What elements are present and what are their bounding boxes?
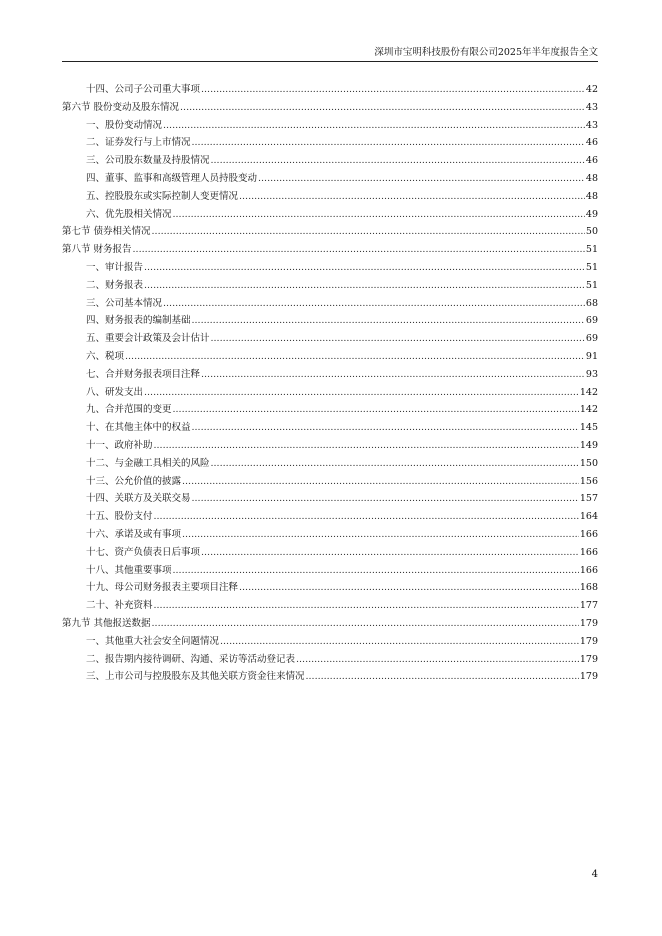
toc-entry-page: 149 xyxy=(579,439,598,451)
toc-entry-title: 十五、股份支付 xyxy=(86,511,153,523)
toc-leader-dots xyxy=(152,615,579,633)
toc-leader-dots xyxy=(173,206,585,224)
toc-entry-page: 69 xyxy=(585,315,598,327)
header-text: 深圳市宝明科技股份有限公司2025年半年度报告全文 xyxy=(374,47,598,58)
toc-section-entry[interactable] xyxy=(62,99,598,117)
toc-entry[interactable] xyxy=(62,562,598,580)
toc-leader-dots xyxy=(154,597,579,615)
toc-entry-page: 179 xyxy=(579,617,598,629)
toc-leader-dots xyxy=(192,490,579,508)
toc-entry[interactable] xyxy=(62,419,598,437)
toc-entry-page: 156 xyxy=(579,475,598,487)
toc-entry-title: 十、在其他主体中的权益 xyxy=(86,422,191,434)
toc-leader-dots xyxy=(133,241,585,259)
toc-entry[interactable] xyxy=(62,206,598,224)
toc-entry-title: 二、财务报表 xyxy=(86,279,144,291)
toc-entry-page: 91 xyxy=(585,350,598,362)
toc-entry[interactable] xyxy=(62,259,598,277)
toc-entry-title: 七、合并财务报表项目注释 xyxy=(86,368,201,380)
toc-entry[interactable] xyxy=(62,134,598,152)
toc-entry-title: 六、优先股相关情况 xyxy=(86,208,172,220)
toc-leader-dots xyxy=(144,277,585,295)
toc-entry-page: 42 xyxy=(585,84,598,95)
toc-entry-page: 164 xyxy=(579,511,598,523)
toc-entry-title: 二十、补充资料 xyxy=(86,600,153,612)
toc-entry-page: 50 xyxy=(585,226,598,238)
toc-entry-page: 46 xyxy=(585,155,598,167)
toc-leader-dots xyxy=(211,330,585,348)
toc-entry[interactable] xyxy=(62,508,598,526)
toc-entry[interactable] xyxy=(62,384,598,402)
toc-leader-dots xyxy=(258,170,585,188)
toc-leader-dots xyxy=(182,473,579,491)
toc-entry-page: 49 xyxy=(585,208,598,220)
toc-entry-title: 二、证券发行与上市情况 xyxy=(86,137,191,149)
toc-entry[interactable] xyxy=(62,277,598,295)
toc-leader-dots xyxy=(125,348,585,366)
toc-entry[interactable] xyxy=(62,437,598,455)
toc-entry[interactable] xyxy=(62,117,598,135)
toc-entry-page: 51 xyxy=(585,261,598,273)
toc-entry[interactable] xyxy=(62,490,598,508)
toc-entry-page: 48 xyxy=(585,172,598,184)
toc-entry[interactable] xyxy=(62,312,598,330)
toc-entry-page: 166 xyxy=(579,564,598,576)
toc-leader-dots xyxy=(201,544,579,562)
toc-entry-page: 51 xyxy=(585,279,598,291)
toc-entry[interactable] xyxy=(62,81,598,99)
toc-leader-dots xyxy=(220,633,579,651)
toc-leader-dots xyxy=(211,152,585,170)
toc-leader-dots xyxy=(296,651,579,669)
toc-entry[interactable] xyxy=(62,526,598,544)
toc-entry-title: 三、公司基本情况 xyxy=(86,297,163,309)
toc-entry-page: 142 xyxy=(579,386,598,398)
toc-leader-dots xyxy=(192,312,585,330)
toc-entry-title: 十七、资产负债表日后事项 xyxy=(86,546,201,558)
toc-entry-title: 三、公司股东数量及持股情况 xyxy=(86,155,210,167)
toc-entry[interactable] xyxy=(62,668,598,686)
toc-entry[interactable] xyxy=(62,170,598,188)
toc-leader-dots xyxy=(201,366,585,384)
toc-leader-dots xyxy=(192,134,585,152)
toc-entry-title: 四、董事、监事和高级管理人员持股变动 xyxy=(86,172,258,184)
toc-entry-title: 一、其他重大社会安全问题情况 xyxy=(86,635,220,647)
toc-entry-page: 177 xyxy=(579,600,598,612)
toc-leader-dots xyxy=(192,419,579,437)
toc-entry-page: 69 xyxy=(585,333,598,345)
toc-entry-title: 第九节 其他报送数据 xyxy=(62,617,151,629)
toc-entry[interactable] xyxy=(62,633,598,651)
toc-section-entry[interactable] xyxy=(62,615,598,633)
toc-entry-page: 43 xyxy=(585,119,598,131)
toc-entry-page: 150 xyxy=(579,457,598,469)
toc-entry-page: 179 xyxy=(579,635,598,647)
toc-entry-page: 166 xyxy=(579,528,598,540)
toc-entry-title: 第六节 股份变动及股东情况 xyxy=(62,101,180,113)
toc-entry[interactable] xyxy=(62,597,598,615)
toc-leader-dots xyxy=(173,401,579,419)
toc-entry-title: 四、财务报表的编制基础 xyxy=(86,315,191,327)
toc-entry[interactable] xyxy=(62,188,598,206)
toc-entry-title: 五、重要会计政策及会计估计 xyxy=(86,333,210,345)
toc-entry-title: 六、税项 xyxy=(86,350,125,362)
toc-entry-page: 179 xyxy=(579,653,598,665)
toc-entry[interactable] xyxy=(62,579,598,597)
toc-leader-dots xyxy=(182,526,579,544)
toc-entry-title: 十六、承诺及或有事项 xyxy=(86,528,182,540)
toc-leader-dots xyxy=(163,295,585,313)
toc-entry[interactable] xyxy=(62,544,598,562)
toc-entry-page: 157 xyxy=(579,493,598,505)
toc-entry-page: 46 xyxy=(585,137,598,149)
toc-leader-dots xyxy=(144,259,585,277)
toc-entry-title: 十八、其他重要事项 xyxy=(86,564,172,576)
toc-entry[interactable] xyxy=(62,401,598,419)
toc-entry-page: 43 xyxy=(585,101,598,113)
toc-entry-page: 168 xyxy=(579,582,598,594)
toc-entry-page: 68 xyxy=(585,297,598,309)
toc-entry-title: 三、上市公司与控股股东及其他关联方资金往来情况 xyxy=(86,671,305,683)
toc-entry-title: 一、审计报告 xyxy=(86,261,144,273)
toc-entry-page: 93 xyxy=(585,368,598,380)
toc-entry-title: 十一、政府补助 xyxy=(86,439,153,451)
page-number: 4 xyxy=(591,869,598,880)
toc-entry-title: 十四、公司子公司重大事项 xyxy=(86,84,201,95)
toc-leader-dots xyxy=(154,437,579,455)
toc-section-entry[interactable] xyxy=(62,241,598,259)
toc-entry-title: 五、控股股东或实际控制人变更情况 xyxy=(86,190,239,202)
toc-leader-dots xyxy=(211,455,579,473)
toc-entry-title: 十四、关联方及关联交易 xyxy=(86,493,191,505)
toc-entry[interactable] xyxy=(62,473,598,491)
toc-entry-title: 第八节 财务报告 xyxy=(62,244,132,256)
toc-section-entry[interactable] xyxy=(62,223,598,241)
toc-entry-title: 第七节 债券相关情况 xyxy=(62,226,151,238)
toc-entry[interactable] xyxy=(62,455,598,473)
toc-entry[interactable] xyxy=(62,366,598,384)
table-of-contents xyxy=(62,81,598,686)
toc-leader-dots xyxy=(239,188,585,206)
toc-entry[interactable] xyxy=(62,348,598,366)
toc-entry-title: 一、股份变动情况 xyxy=(86,119,163,131)
toc-entry[interactable] xyxy=(62,295,598,313)
toc-entry-page: 142 xyxy=(579,404,598,416)
toc-entry-title: 十九、母公司财务报表主要项目注释 xyxy=(86,582,239,594)
toc-leader-dots xyxy=(306,668,579,686)
toc-entry-title: 十三、公允价值的披露 xyxy=(86,475,182,487)
toc-entry-page: 51 xyxy=(585,244,598,256)
toc-entry-page: 48 xyxy=(585,190,598,202)
page-header xyxy=(62,47,598,62)
toc-leader-dots xyxy=(144,384,579,402)
toc-leader-dots xyxy=(163,117,585,135)
toc-leader-dots xyxy=(173,562,579,580)
toc-leader-dots xyxy=(154,508,579,526)
toc-entry-page: 145 xyxy=(579,422,598,434)
toc-leader-dots xyxy=(180,99,585,117)
toc-entry-title: 八、研发支出 xyxy=(86,386,144,398)
toc-entry-page: 166 xyxy=(579,546,598,558)
toc-leader-dots xyxy=(239,579,579,597)
toc-entry[interactable] xyxy=(62,330,598,348)
toc-entry[interactable] xyxy=(62,152,598,170)
toc-entry-title: 十二、与金融工具相关的风险 xyxy=(86,457,210,469)
toc-entry-page: 179 xyxy=(579,671,598,683)
toc-leader-dots xyxy=(201,81,585,99)
toc-entry-title: 二、报告期内接待调研、沟通、采访等活动登记表 xyxy=(86,653,296,665)
toc-entry[interactable] xyxy=(62,651,598,669)
toc-leader-dots xyxy=(152,223,585,241)
toc-entry-title: 九、合并范围的变更 xyxy=(86,404,172,416)
